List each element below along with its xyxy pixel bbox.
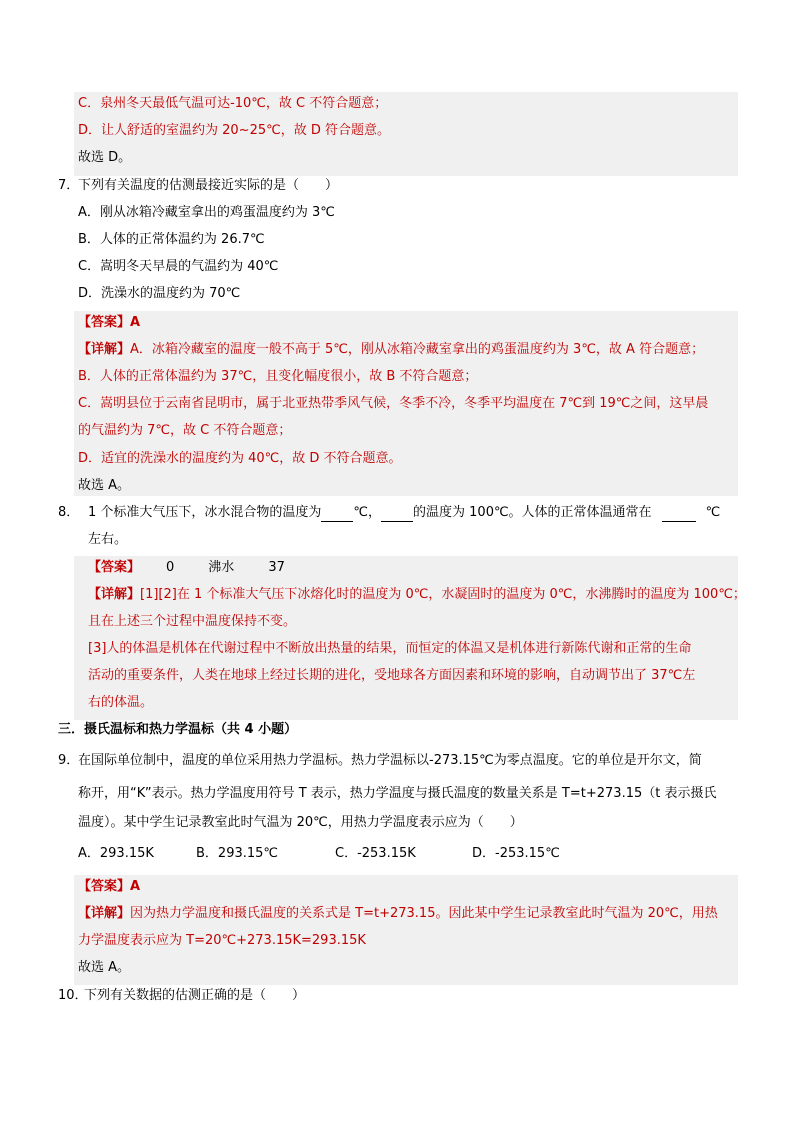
q7-detail-1 — [78, 341, 704, 358]
q9-explanation-box — [74, 875, 738, 985]
q9-stem-line2: 称开，用“K”表示。热力学温度用符号 T 表示，热力学温度与摄氏温度的数量关系是 T=t+273.15（t 表示摄氏 — [78, 786, 717, 801]
detail-label: 【详解】 — [88, 587, 141, 602]
q7-detail-5: D．适宜的洗澡水的温度约为 40℃，故 D 不符合题意。 — [78, 451, 402, 466]
q7-option-c: C．嵩明冬天早晨的气温约为 40℃ — [78, 259, 279, 274]
q10-number: 10． — [58, 988, 88, 1003]
q8-detail-2: 且在上述三个过程中温度保持不变。 — [88, 614, 297, 629]
q10-stem: 下列有关数据的估测正确的是（ ） — [84, 988, 306, 1003]
answer-label: 【答案】 — [78, 879, 131, 894]
q8-detail-4: 活动的重要条件，人类在地球上经过长期的进化，受地球各方面因素和环境的影响，自动调节出了 37℃左 — [88, 668, 696, 683]
section-3-title: 三．摄氏温标和热力学温标（共 4 小题） — [58, 722, 298, 737]
q8-explanation-box — [74, 556, 738, 720]
q7-option-a: A．刚从冰箱冷藏室拿出的鸡蛋温度约为 3℃ — [78, 205, 335, 220]
q9-stem-line3: 温度）。某中学生记录教室此时气温为 20℃，用热力学温度表示应为（ ） — [78, 815, 523, 830]
q8-detail-3: [3]人的体温是机体在代谢过程中不断放出热量的结果，而恒定的体温又是机体进行新陈代谢和正常的生命 — [88, 641, 692, 656]
q8-detail-5: 右的体温。 — [88, 695, 154, 710]
q9-stem-line1: 在国际单位制中，温度的单位采用热力学温标。热力学温标以-273.15℃为零点温度。它的单位是开尔文，简 — [78, 753, 702, 768]
q9-number: 9． — [58, 753, 80, 768]
stem-part: ℃ — [705, 505, 721, 520]
q7-conclusion: 故选 A。 — [78, 478, 131, 493]
answer-blank-3 — [662, 504, 696, 522]
detail-label: 【详解】 — [78, 906, 131, 921]
answer-value: A — [130, 879, 141, 894]
detail-text: [1][2]在 1 个标准大气压下冰熔化时的温度为 0℃，水凝固时的温度为 0℃，水沸腾时的温度为 100℃； — [140, 587, 746, 602]
q8-answer — [88, 559, 285, 576]
q8-stem-line1 — [88, 504, 720, 522]
q9-detail-2: 力学温度表示应为 T=20℃+273.15K=293.15K — [78, 933, 366, 948]
answer-value-3: 37 — [268, 560, 285, 575]
q7-number: 7． — [58, 178, 80, 193]
q9-option-a: A．293.15K — [78, 846, 154, 861]
q7-answer — [78, 314, 140, 331]
answer-value: A — [130, 315, 141, 330]
q9-conclusion: 故选 A。 — [78, 960, 131, 975]
q8-stem-line2: 左右。 — [88, 532, 128, 547]
q8-detail-1 — [88, 586, 746, 603]
stem-part: ℃， — [353, 505, 382, 520]
stem-part: 的温度为 100℃。人体的正常体温通常在 — [413, 505, 652, 520]
q7-option-b: B．人体的正常体温约为 26.7℃ — [78, 232, 265, 247]
q9-option-b: B．293.15℃ — [196, 846, 279, 861]
q6-detail-c: C．泉州冬天最低气温可达-10℃，故 C 不符合题意； — [78, 96, 388, 111]
stem-part: 1 个标准大气压下，冰水混合物的温度为 — [88, 505, 322, 520]
q7-detail-4: 的气温约为 7℃，故 C 不符合题意； — [78, 423, 292, 438]
q9-detail-1 — [78, 905, 718, 922]
q9-answer — [78, 878, 140, 895]
q7-stem: 下列有关温度的估测最接近实际的是（ ） — [78, 178, 339, 193]
answer-label: 【答案】 — [78, 315, 131, 330]
q6-detail-d: D．让人舒适的室温约为 20~25℃，故 D 符合题意。 — [78, 123, 390, 138]
answer-blank-1 — [321, 504, 353, 522]
answer-value-2: 沸水 — [208, 560, 235, 575]
answer-label: 【答案】 — [88, 560, 141, 575]
q9-option-d: D．-253.15℃ — [472, 846, 560, 861]
q7-detail-3: C．嵩明县位于云南省昆明市，属于北亚热带季风气候，冬季不冷，冬季平均温度在 7℃到 19℃之间，这早晨 — [78, 396, 709, 411]
q7-option-d: D．洗澡水的温度约为 70℃ — [78, 286, 241, 301]
detail-text: 因为热力学温度和摄氏温度的关系式是 T=t+273.15。因此某中学生记录教室此时气温为 20℃，用热 — [130, 906, 718, 921]
answer-blank-2 — [381, 504, 413, 522]
q6-conclusion: 故选 D。 — [78, 150, 132, 165]
detail-text: A．冰箱冷藏室的温度一般不高于 5℃，刚从冰箱冷藏室拿出的鸡蛋温度约为 3℃，故 A 符合题意； — [130, 342, 705, 357]
q9-option-c: C．-253.15K — [335, 846, 416, 861]
q7-detail-2: B．人体的正常体温约为 37℃，且变化幅度很小，故 B 不符合题意； — [78, 369, 478, 384]
q8-number: 8． — [58, 505, 80, 520]
detail-label: 【详解】 — [78, 342, 131, 357]
answer-value-1: 0 — [166, 560, 175, 575]
